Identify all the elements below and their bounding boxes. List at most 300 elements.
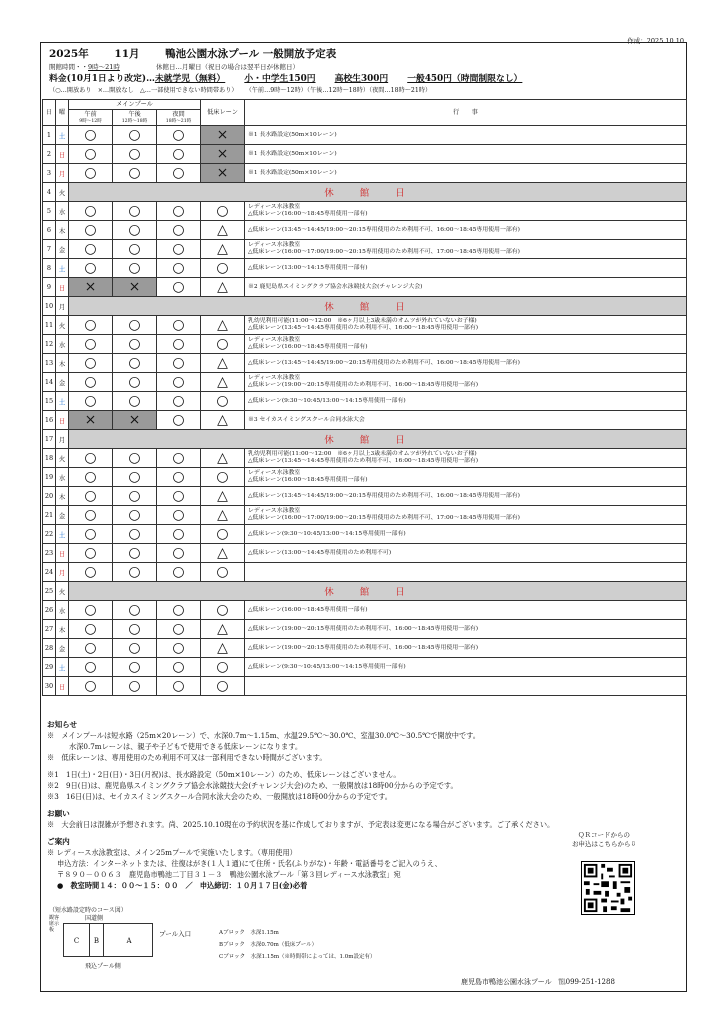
- table-row: [43, 601, 687, 620]
- event-cell: [245, 677, 687, 696]
- fee-high: 高校生300円: [334, 74, 389, 84]
- event-cell: [245, 316, 687, 335]
- day-number: 12: [43, 335, 56, 354]
- closed-day-cell: 休館日: [69, 430, 687, 449]
- col-night: 夜間 18時～21時: [157, 110, 201, 126]
- header: [49, 46, 680, 96]
- afternoon-status: ○: [113, 316, 157, 335]
- event-line: △低床レーン(19:00～20:15専用使用のため利用不可、16:00～18:45専用使用一部有): [248, 382, 479, 388]
- day-of-week: 土: [56, 525, 69, 544]
- afternoon-status: ○: [113, 468, 157, 487]
- morning-status: ○: [69, 221, 113, 240]
- col-dow: 曜: [56, 100, 69, 126]
- day-number: 18: [43, 449, 56, 468]
- guide-2: 申込方法：インターネットまたは、往復はがき(１人１通)にて住所・氏名(ふりがな)・年齢・電話番号をご記入のうえ、: [57, 859, 442, 868]
- night-status: ○: [157, 145, 201, 164]
- day-number: 29: [43, 658, 56, 677]
- afternoon-status: ○: [113, 373, 157, 392]
- block-list: [219, 927, 376, 963]
- event-line: レディース水泳教室: [248, 242, 301, 248]
- shallow-lane-status: △: [201, 544, 245, 563]
- table-row: [43, 677, 687, 696]
- day-number: 7: [43, 240, 56, 259]
- shallow-lane-status: ○: [201, 259, 245, 278]
- page-title: [49, 46, 680, 62]
- footer-contact: 鹿児島市鴨池公園水泳プール ℡099-251-1288: [461, 978, 615, 986]
- event-cell: [245, 449, 687, 468]
- afternoon-status: ○: [113, 202, 157, 221]
- shallow-lane-status: △: [201, 354, 245, 373]
- created-date: 作成：2025.10.10: [627, 37, 684, 45]
- guide-3: 〒８９０－００６３ 鹿児島市鴨池二丁目３１－３ 鴨池公園水泳プール「第３回レディース水泳教室」宛: [57, 870, 401, 879]
- closed-day-cell: 休館日: [69, 183, 687, 202]
- afternoon-status: ○: [113, 620, 157, 639]
- shallow-lane-status: ○: [201, 525, 245, 544]
- event-line: レディース水泳教室: [248, 204, 301, 210]
- event-line: レディース水泳教室: [248, 470, 301, 476]
- table-row: [43, 354, 687, 373]
- night-status: ○: [157, 658, 201, 677]
- day-of-week: 月: [56, 164, 69, 183]
- morning-status: ○: [69, 544, 113, 563]
- event-line: △低床レーン(13:45～14:45/19:00～20:15専用使用のため利用不可、16:00～18:45専用使用一部有): [248, 359, 520, 366]
- table-row: [43, 430, 687, 449]
- event-cell: [245, 525, 687, 544]
- day-of-week: 木: [56, 354, 69, 373]
- night-status: ○: [157, 639, 201, 658]
- day-of-week: 金: [56, 240, 69, 259]
- day-of-week: 火: [56, 316, 69, 335]
- legend: [49, 86, 680, 96]
- event-line: レディース水泳教室: [248, 375, 301, 381]
- table-row: [43, 145, 687, 164]
- day-of-week: 日: [56, 544, 69, 563]
- event-cell: [245, 411, 687, 430]
- night-status: ○: [157, 202, 201, 221]
- day-number: 19: [43, 468, 56, 487]
- event-cell: [245, 145, 687, 164]
- afternoon-status: ○: [113, 658, 157, 677]
- shallow-lane-status: △: [201, 411, 245, 430]
- hours-value: 9時～21時: [88, 63, 120, 71]
- col-day: 日: [43, 100, 56, 126]
- morning-status: ○: [69, 354, 113, 373]
- morning-status: ○: [69, 316, 113, 335]
- event-cell: [245, 335, 687, 354]
- day-number: 9: [43, 278, 56, 297]
- day-of-week: 土: [56, 658, 69, 677]
- night-status: ○: [157, 411, 201, 430]
- event-cell: [245, 202, 687, 221]
- afternoon-status: ○: [113, 392, 157, 411]
- qr-code[interactable]: [581, 861, 635, 915]
- morning-status: ○: [69, 145, 113, 164]
- night-status: ○: [157, 506, 201, 525]
- table-row: [43, 563, 687, 582]
- course-diagram: [49, 905, 409, 985]
- day-number: 25: [43, 582, 56, 601]
- afternoon-status: ○: [113, 221, 157, 240]
- table-row: [43, 164, 687, 183]
- event-cell: [245, 563, 687, 582]
- day-of-week: 土: [56, 126, 69, 145]
- morning-status: ○: [69, 335, 113, 354]
- event-cell: [245, 544, 687, 563]
- shallow-lane-status: ×: [201, 145, 245, 164]
- afternoon-status: ○: [113, 677, 157, 696]
- shallow-lane-status: △: [201, 620, 245, 639]
- day-of-week: 日: [56, 677, 69, 696]
- night-status: ○: [157, 354, 201, 373]
- schedule-sheet: [40, 42, 687, 992]
- lane-a: A: [126, 937, 132, 945]
- afternoon-status: ○: [113, 601, 157, 620]
- afternoon-status: ×: [113, 411, 157, 430]
- event-line: △低床レーン(16:00～17:00/19:00～20:15専用使用のため利用不可、17:00～18:45専用使用一部有): [248, 249, 520, 255]
- table-row: [43, 487, 687, 506]
- event-line: レディース水泳教室: [248, 337, 301, 343]
- day-number: 3: [43, 164, 56, 183]
- event-cell: [245, 392, 687, 411]
- col-morning: 午前 9時～12時: [69, 110, 113, 126]
- morning-status: ○: [69, 487, 113, 506]
- shallow-lane-status: ○: [201, 601, 245, 620]
- morning-status: ○: [69, 259, 113, 278]
- hours-label: 開館時間・・: [49, 63, 88, 71]
- table-row: [43, 316, 687, 335]
- afternoon-status: ○: [113, 525, 157, 544]
- day-number: 13: [43, 354, 56, 373]
- event-cell: [245, 373, 687, 392]
- morning-status: ○: [69, 525, 113, 544]
- day-number: 16: [43, 411, 56, 430]
- schedule-table: [42, 99, 687, 696]
- night-status: ○: [157, 240, 201, 259]
- table-row: [43, 658, 687, 677]
- morning-status: ×: [69, 411, 113, 430]
- afternoon-status: ○: [113, 506, 157, 525]
- day-number: 30: [43, 677, 56, 696]
- course-side-label: 観客席示板: [49, 915, 60, 933]
- table-row: [43, 297, 687, 316]
- legend-marks: （○…開放あり ×…開放なし △…一部使用できない時間帯あり）: [49, 87, 238, 94]
- lane-b: B: [90, 924, 104, 956]
- lane-c: C: [64, 924, 90, 956]
- morning-status: ○: [69, 506, 113, 525]
- morning-status: ○: [69, 126, 113, 145]
- legend-times: （午前…9時～12時）（午後…12時～18時）（夜間…18時～21時）: [245, 87, 432, 94]
- day-of-week: 水: [56, 335, 69, 354]
- event-line: 乳幼児利用可能(11:00～12:00 ※6ヶ月以上3歳未満のオムツが外れていないお子様): [248, 451, 477, 457]
- night-status: ○: [157, 126, 201, 145]
- night-status: ○: [157, 392, 201, 411]
- request-1: ※ 大会前日は混雑が予想されます。尚、2025.10.10現在の予約状況を基に作成しておりますが、予定表は変更になる場合がございます。ご了承ください。: [47, 820, 555, 829]
- afternoon-status: ×: [113, 278, 157, 297]
- shallow-lane-status: ○: [201, 392, 245, 411]
- shallow-lane-status: △: [201, 240, 245, 259]
- event-line: △低床レーン(13:45～14:45/19:00～20:15専用使用のため利用不可、16:00～18:45専用使用一部有): [248, 226, 520, 233]
- night-status: ○: [157, 620, 201, 639]
- course-label: （短水路設定時のコース図）: [49, 907, 127, 914]
- fee-general: 一般450円（時間制限なし）: [407, 74, 523, 84]
- block-c: Cブロック 水深1.15m（※時間帯によっては、1.0m設定有）: [219, 954, 376, 960]
- event-line: △低床レーン(16:00～18:45専用使用一部有): [248, 344, 368, 350]
- closed-info: 休館日…月曜日（祝日の場合は翌平日が休館日）: [156, 63, 299, 71]
- night-status: ○: [157, 487, 201, 506]
- table-row: [43, 449, 687, 468]
- notice-1: ※ メインプールは短水路（25m×20レーン）で、水深0.7m～1.15m、水温29.5℃～30.0℃、室温30.0℃～30.5℃で開放中です。: [47, 731, 480, 740]
- block-b: Bブロック 水深0.70m（低床プール）: [219, 942, 318, 948]
- event-line: △低床レーン(9:30～10:45/13:00～14:15専用使用一部有): [248, 663, 406, 670]
- morning-status: ○: [69, 468, 113, 487]
- shallow-lane-status: △: [201, 221, 245, 240]
- event-line: △低床レーン(13:00～14:15専用使用一部有): [248, 264, 368, 271]
- night-status: ○: [157, 259, 201, 278]
- event-line: 乳幼児利用可能(11:00～12:00 ※6ヶ月以上3歳未満のオムツが外れていないお子様): [248, 318, 477, 324]
- event-cell: [245, 164, 687, 183]
- shallow-lane-status: ×: [201, 164, 245, 183]
- afternoon-status: ○: [113, 164, 157, 183]
- afternoon-status: ○: [113, 487, 157, 506]
- col-shallow: 低床レーン: [201, 100, 245, 126]
- day-number: 8: [43, 259, 56, 278]
- afternoon-status: ○: [113, 544, 157, 563]
- day-number: 5: [43, 202, 56, 221]
- qr-label: ＱＲコードからの お申込はこちらから⇩: [572, 831, 636, 848]
- morning-status: ○: [69, 601, 113, 620]
- event-line: △低床レーン(16:00～18:45専用使用一部有): [248, 211, 368, 217]
- guide-heading: ご案内: [47, 837, 70, 846]
- event-line: △低床レーン(13:45～14:45専用使用のため利用不可、16:00～18:45専用使用一部有): [248, 458, 479, 464]
- night-status: ○: [157, 164, 201, 183]
- day-number: 4: [43, 183, 56, 202]
- event-cell: [245, 639, 687, 658]
- shallow-lane-status: ○: [201, 468, 245, 487]
- table-row: [43, 183, 687, 202]
- day-of-week: 水: [56, 601, 69, 620]
- table-row: [43, 202, 687, 221]
- morning-status: ○: [69, 202, 113, 221]
- day-number: 11: [43, 316, 56, 335]
- event-line: レディース水泳教室: [248, 508, 301, 514]
- day-number: 10: [43, 297, 56, 316]
- event-cell: [245, 240, 687, 259]
- night-status: ○: [157, 373, 201, 392]
- day-of-week: 金: [56, 506, 69, 525]
- day-number: 21: [43, 506, 56, 525]
- table-row: [43, 126, 687, 145]
- shallow-lane-status: △: [201, 449, 245, 468]
- table-row: [43, 582, 687, 601]
- table-row: [43, 278, 687, 297]
- morning-status: ○: [69, 639, 113, 658]
- afternoon-status: ○: [113, 354, 157, 373]
- table-row: [43, 221, 687, 240]
- day-of-week: 木: [56, 487, 69, 506]
- event-line: ※3 セイカスイミングスクール合同水泳大会: [248, 416, 365, 423]
- col-events: 行 事: [245, 100, 687, 126]
- event-line: △低床レーン(13:45～14:45/19:00～20:15専用使用のため利用不可、16:00～18:45専用使用一部有): [248, 492, 520, 499]
- pool-outline: [63, 923, 153, 957]
- closed-day-cell: 休館日: [69, 582, 687, 601]
- shallow-lane-status: ○: [201, 677, 245, 696]
- afternoon-status: ○: [113, 449, 157, 468]
- month: 11月: [114, 48, 140, 60]
- event-cell: [245, 601, 687, 620]
- night-status: ○: [157, 563, 201, 582]
- day-number: 20: [43, 487, 56, 506]
- course-bottom-label: 飛込プール側: [85, 963, 121, 970]
- event-cell: [245, 259, 687, 278]
- day-number: 17: [43, 430, 56, 449]
- day-of-week: 水: [56, 468, 69, 487]
- table-row: [43, 506, 687, 525]
- morning-status: ○: [69, 164, 113, 183]
- notice-2: 水深0.7mレーンは、親子や子どもで使用できる低床レーンになります。: [69, 742, 303, 751]
- event-line: △低床レーン(13:45～14:45専用使用のため利用不可、16:00～18:45専用使用一部有): [248, 325, 479, 331]
- fee-label: 料金(10月1日より改定)…: [49, 74, 155, 84]
- day-of-week: 金: [56, 373, 69, 392]
- request-heading: お願い: [47, 809, 70, 818]
- event-line: △低床レーン(19:00～20:15専用使用のため利用不可、16:00～18:45専用使用一部有): [248, 644, 479, 651]
- event-line: △低床レーン(16:00～17:00/19:00～20:15専用使用のため利用不可、17:00～18:45専用使用一部有): [248, 515, 520, 521]
- shallow-lane-status: ○: [201, 335, 245, 354]
- title-text: 鴨池公園水泳プール 一般開放予定表: [165, 48, 337, 60]
- event-cell: [245, 658, 687, 677]
- shallow-lane-status: ×: [201, 126, 245, 145]
- night-status: ○: [157, 316, 201, 335]
- morning-status: ×: [69, 278, 113, 297]
- block-a: Aブロック 水深1.15m: [219, 930, 279, 936]
- col-main-pool: メインプール: [69, 100, 201, 110]
- table-row: [43, 392, 687, 411]
- morning-status: ○: [69, 677, 113, 696]
- event-line: △低床レーン(9:30～10:45/13:00～14:15専用使用一部有): [248, 530, 406, 537]
- day-of-week: 火: [56, 183, 69, 202]
- table-row: [43, 639, 687, 658]
- event-cell: [245, 620, 687, 639]
- event-cell: [245, 354, 687, 373]
- day-number: 27: [43, 620, 56, 639]
- notice-3: ※ 低床レーンは、専用使用のため利用不可又は一部利用できない時間がございます。: [47, 753, 327, 762]
- table-row: [43, 259, 687, 278]
- night-status: ○: [157, 335, 201, 354]
- event-line: △低床レーン(19:00～20:15専用使用のため利用不可、16:00～18:45専用使用一部有): [248, 625, 479, 632]
- day-of-week: 月: [56, 430, 69, 449]
- event-cell: [245, 126, 687, 145]
- night-status: ○: [157, 544, 201, 563]
- special-2: ※2 9日(日)は、鹿児島県スイミングクラブ協会水泳競技大会(チャレンジ大会)のため、一般開放は18時00分からの予定です。: [47, 781, 458, 790]
- day-number: 28: [43, 639, 56, 658]
- event-line: ※1 長水路設定(50m×10レーン): [248, 150, 337, 157]
- special-1: ※1 1日(土)・2日(日)・3日(月祝)は、長水路設定（50m×10レーン）のため、低床レーンはございません。: [47, 770, 401, 779]
- guide-1: ※ レディース水泳教室は、メイン25mプールで実施いたします。（専用使用）: [47, 848, 297, 857]
- day-of-week: 火: [56, 449, 69, 468]
- morning-status: ○: [69, 658, 113, 677]
- year: 2025年: [49, 48, 89, 60]
- fees: [49, 72, 680, 86]
- day-number: 26: [43, 601, 56, 620]
- shallow-lane-status: △: [201, 506, 245, 525]
- day-number: 1: [43, 126, 56, 145]
- day-number: 15: [43, 392, 56, 411]
- afternoon-status: ○: [113, 240, 157, 259]
- night-status: ○: [157, 525, 201, 544]
- table-row: [43, 525, 687, 544]
- afternoon-status: ○: [113, 126, 157, 145]
- day-of-week: 月: [56, 297, 69, 316]
- event-line: △低床レーン(16:00～18:45専用使用一部有): [248, 477, 368, 483]
- day-of-week: 土: [56, 392, 69, 411]
- event-cell: [245, 487, 687, 506]
- day-of-week: 日: [56, 411, 69, 430]
- event-line: ※1 長水路設定(50m×10レーン): [248, 169, 337, 176]
- afternoon-status: ○: [113, 639, 157, 658]
- schedule-rows: [43, 126, 687, 696]
- day-of-week: 金: [56, 639, 69, 658]
- day-number: 2: [43, 145, 56, 164]
- fee-student: 小・中学生150円: [244, 74, 316, 84]
- event-line: ※1 長水路設定(50m×10レーン): [248, 131, 337, 138]
- night-status: ○: [157, 221, 201, 240]
- event-line: △低床レーン(9:30～10:45/13:00～14:15専用使用一部有): [248, 397, 406, 404]
- day-of-week: 水: [56, 202, 69, 221]
- event-cell: [245, 278, 687, 297]
- night-status: ○: [157, 601, 201, 620]
- night-status: ○: [157, 677, 201, 696]
- course-entry-label: プール入口: [159, 930, 192, 938]
- event-line: ※2 鹿児島県スイミングクラブ協会水泳競技大会(チャレンジ大会): [248, 283, 423, 290]
- shallow-lane-status: ○: [201, 658, 245, 677]
- day-number: 22: [43, 525, 56, 544]
- day-number: 6: [43, 221, 56, 240]
- table-row: [43, 335, 687, 354]
- morning-status: ○: [69, 392, 113, 411]
- day-of-week: 木: [56, 620, 69, 639]
- table-row: [43, 544, 687, 563]
- shallow-lane-status: ○: [201, 202, 245, 221]
- afternoon-status: ○: [113, 563, 157, 582]
- event-line: △低床レーン(16:00～18:45専用使用一部有): [248, 606, 368, 613]
- table-row: [43, 411, 687, 430]
- afternoon-status: ○: [113, 335, 157, 354]
- night-status: ○: [157, 449, 201, 468]
- guide-4: ● 教室時間１４：００～１５：００ ／ 申込締切：１０月１７日(金)必着: [57, 881, 308, 890]
- afternoon-status: ○: [113, 145, 157, 164]
- night-status: ○: [157, 278, 201, 297]
- morning-status: ○: [69, 449, 113, 468]
- shallow-lane-status: △: [201, 278, 245, 297]
- shallow-lane-status: ○: [201, 563, 245, 582]
- col-afternoon: 午後 12時～18時: [113, 110, 157, 126]
- day-of-week: 火: [56, 582, 69, 601]
- table-row: [43, 373, 687, 392]
- shallow-lane-status: △: [201, 639, 245, 658]
- afternoon-status: ○: [113, 259, 157, 278]
- morning-status: ○: [69, 620, 113, 639]
- night-status: ○: [157, 468, 201, 487]
- table-row: [43, 240, 687, 259]
- closed-day-cell: 休館日: [69, 297, 687, 316]
- shallow-lane-status: △: [201, 487, 245, 506]
- shallow-lane-status: △: [201, 373, 245, 392]
- table-row: [43, 468, 687, 487]
- day-of-week: 日: [56, 145, 69, 164]
- fee-preschool: 未就学児（無料）: [154, 74, 226, 84]
- morning-status: ○: [69, 373, 113, 392]
- day-of-week: 土: [56, 259, 69, 278]
- day-of-week: 木: [56, 221, 69, 240]
